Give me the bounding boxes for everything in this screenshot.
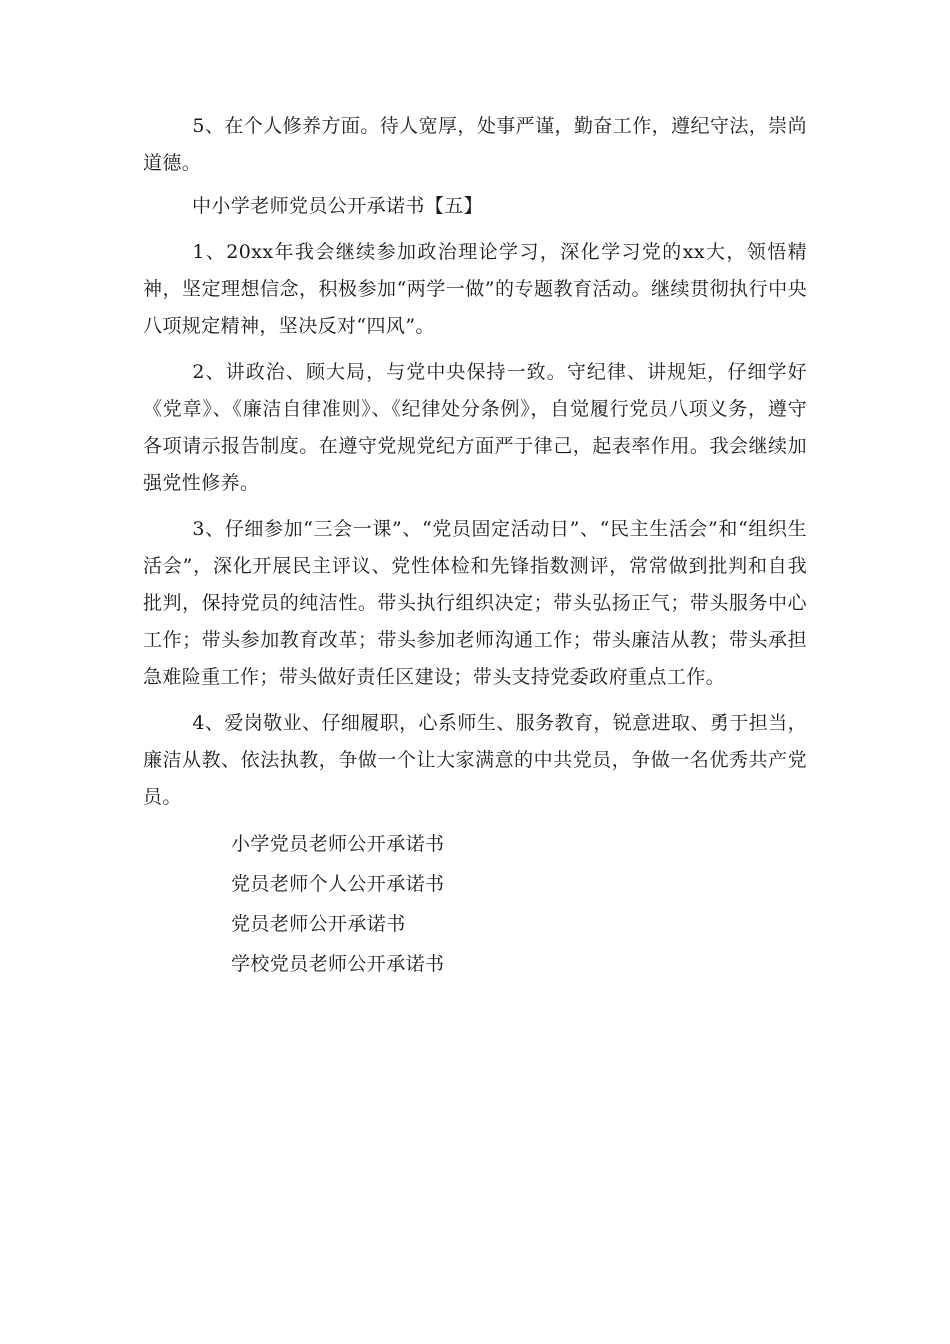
commitment-item-2: 2、讲政治、顾大局，与党中央保持一致。守纪律、讲规矩，仔细学好《党章》、《廉洁自律准则》、《纪律处分条例》，自觉履行党员八项义务，遵守各项请示报告制度。在遵守党规党纪方面严于律己，起表率作用。我会继续加强党性修养。	[143, 361, 807, 494]
related-link-3[interactable]: 党员老师公开承诺书	[231, 913, 406, 935]
commitment-item-1: 1、20xx年我会继续参加政治理论学习，深化学习党的xx大，领悟精神，坚定理想信念，积极参加“两学一做”的专题教育活动。继续贯彻执行中央八项规定精神，坚决反对“四风”。	[143, 241, 807, 337]
document-body	[143, 108, 807, 984]
related-link-4[interactable]: 学校党员老师公开承诺书	[231, 953, 445, 975]
related-links	[143, 824, 807, 984]
related-link-2[interactable]: 党员老师个人公开承诺书	[231, 873, 445, 895]
commitment-item-4: 4、爱岗敬业、仔细履职，心系师生、服务教育，锐意进取、勇于担当，廉洁从教、依法执教，争做一个让大家满意的中共党员，争做一名优秀共产党员。	[143, 712, 807, 808]
paragraph-commitment-5: 5、在个人修养方面。待人宽厚，处事严谨，勤奋工作，遵纪守法，崇尚道德。	[143, 115, 807, 174]
commitment-item-3: 3、仔细参加“三会一课”、“党员固定活动日”、“民主生活会”和“组织生活会”，深化开展民主评议、党性体检和先锋指数测评，常常做到批判和自我批判，保持党员的纯洁性。带头执行组织决定；带头弘扬正气；带头服务中心工作；带头参加教育改革；带头参加老师沟通工作；带头廉洁从教；带头承担急难险重工作；带头做好责任区建设；带头支持党委政府重点工作。	[143, 518, 807, 688]
section-title: 中小学老师党员公开承诺书【五】	[192, 195, 484, 217]
related-link-1[interactable]: 小学党员老师公开承诺书	[231, 833, 445, 855]
